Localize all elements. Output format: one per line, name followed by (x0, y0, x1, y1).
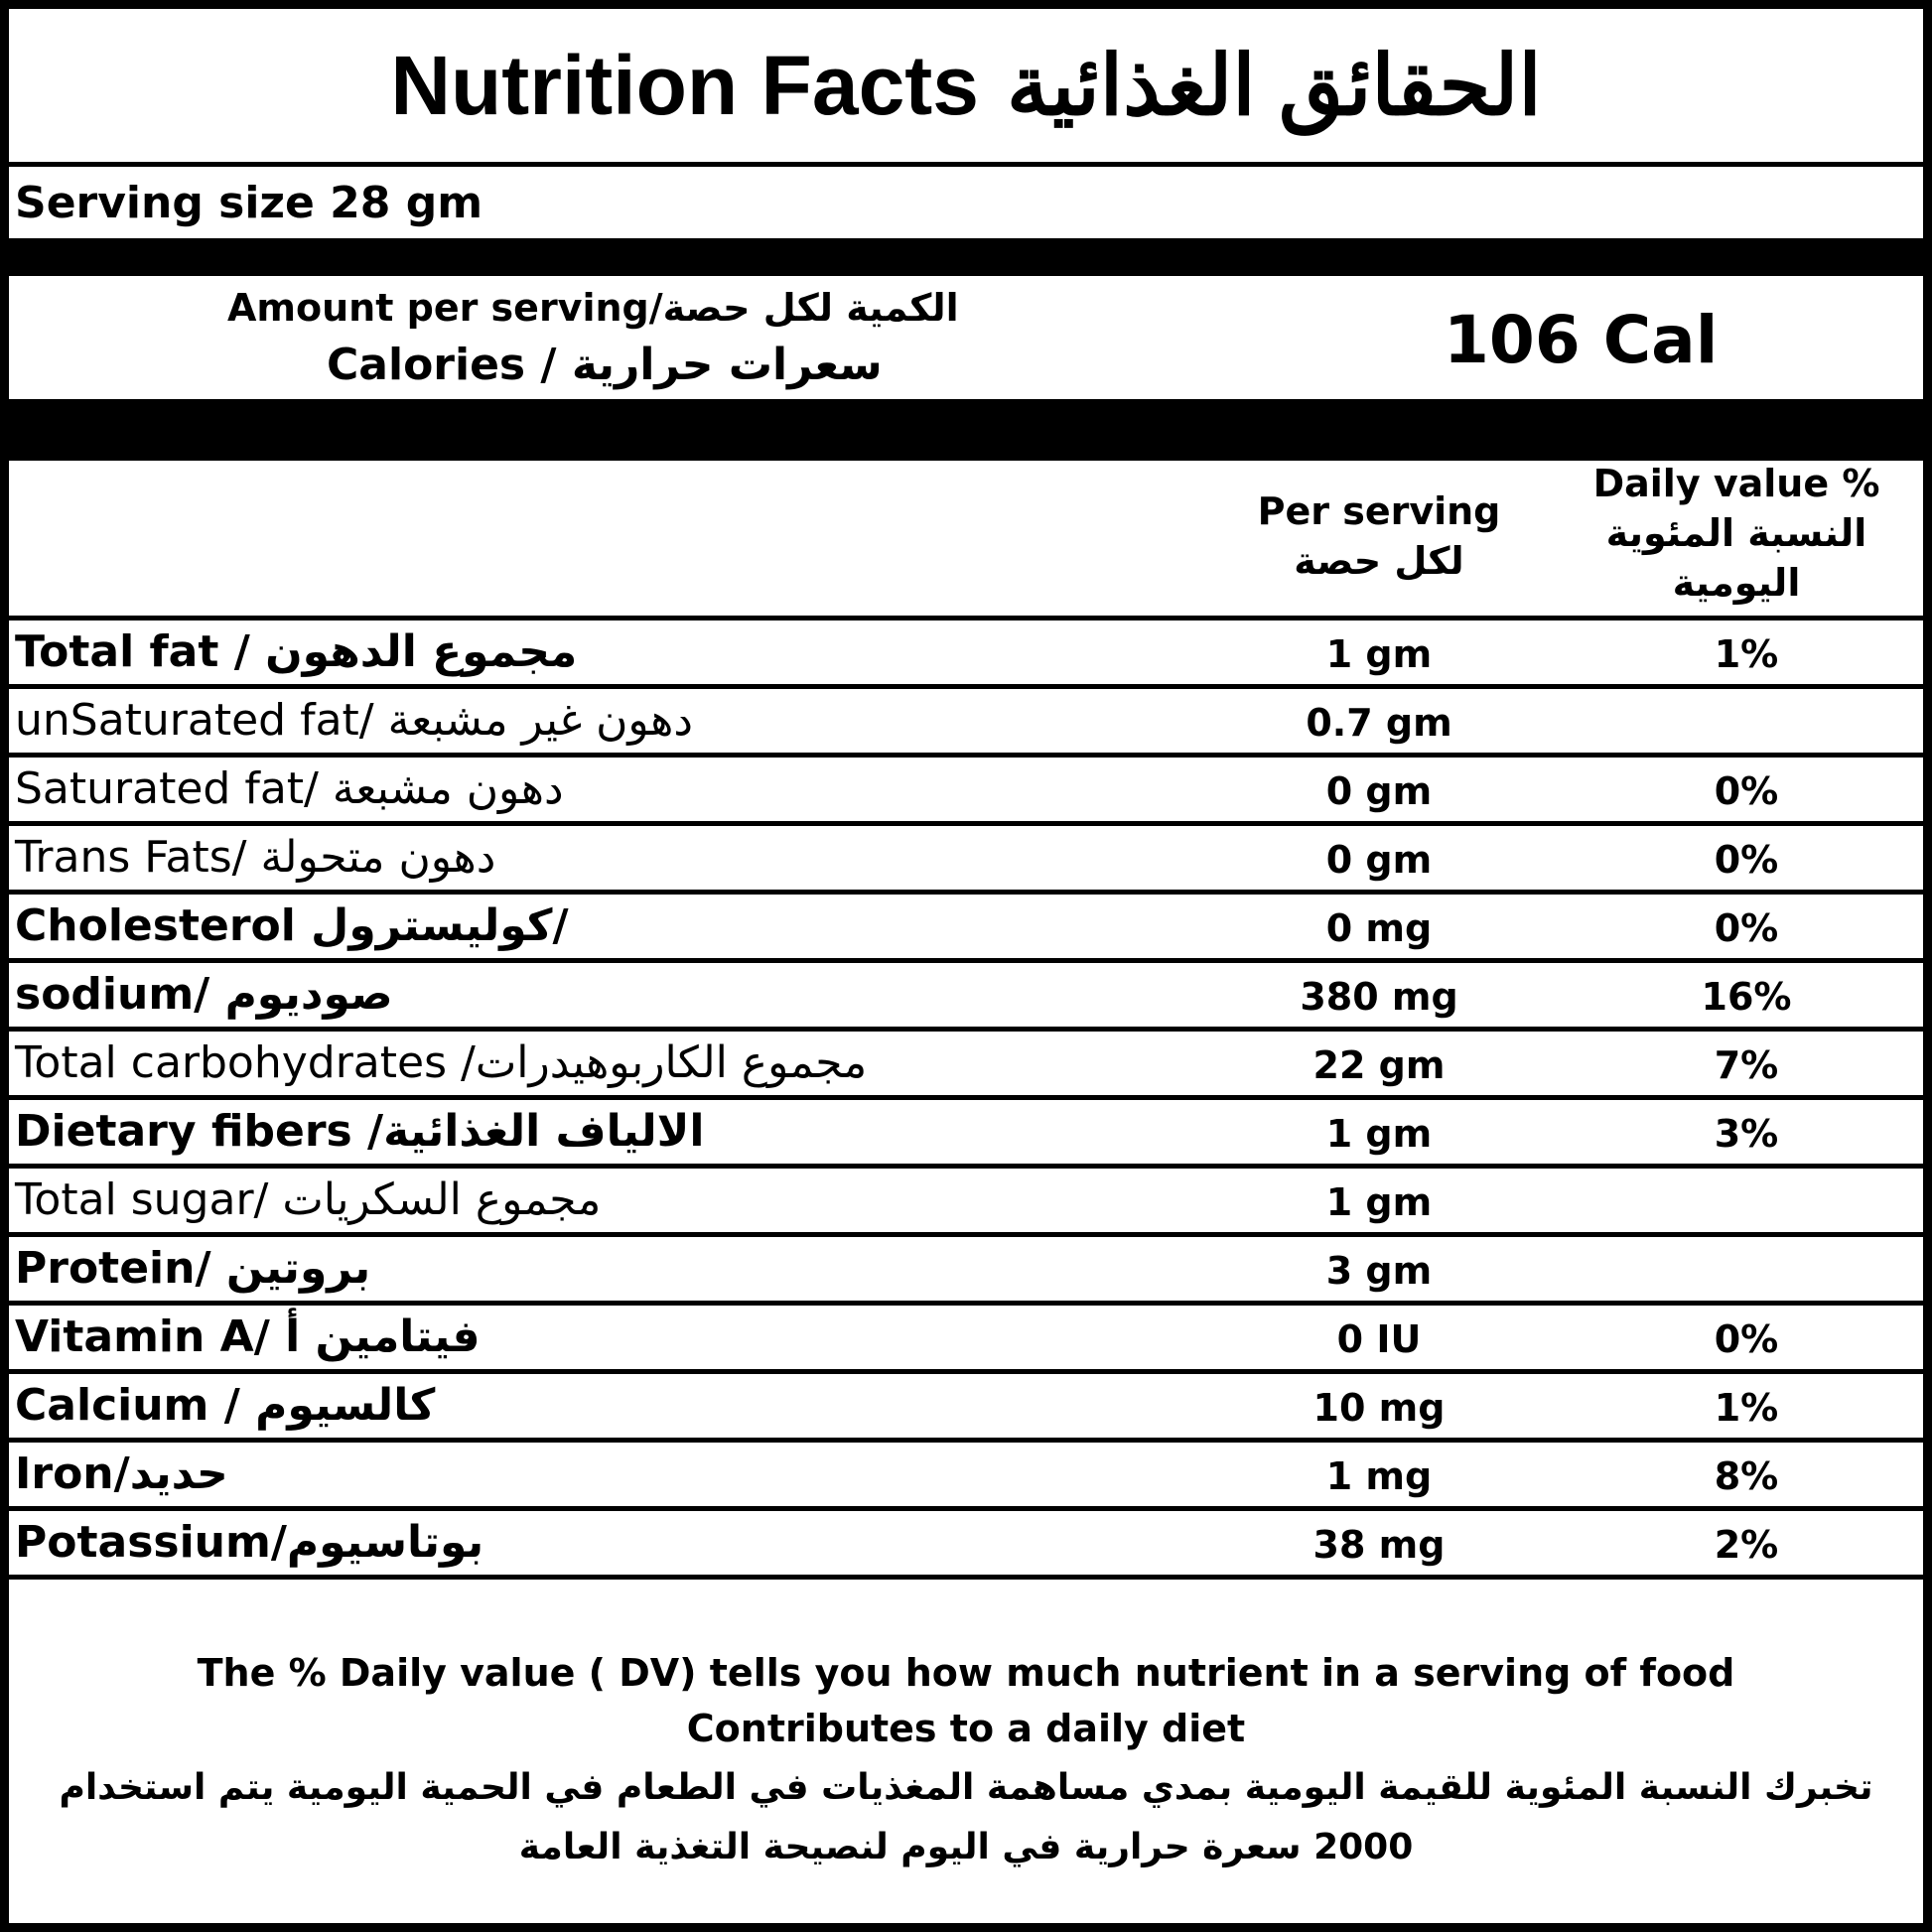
table-row (9, 1169, 1923, 1237)
nutrient-name: Protein/ بروتين (15, 1243, 371, 1294)
table-row (9, 963, 1923, 1032)
per-serving-header (1230, 486, 1528, 586)
calories-label: Calories / سعرات حرارية (327, 340, 883, 390)
title-arabic: الحقائق الغذائية (1007, 39, 1542, 132)
daily-value-header-en: Daily value % (1592, 462, 1880, 505)
nutrient-name: Dietary fibers /الالياف الغذائية (15, 1106, 705, 1157)
footer-en-line2: Contributes to a daily diet (686, 1707, 1246, 1750)
daily-value-percent: 16% (1701, 975, 1792, 1019)
nutrient-name: Calcium / كالسيوم (15, 1380, 436, 1431)
per-serving-value: 0.7 gm (1306, 701, 1452, 745)
footer-en-line1: The % Daily value ( DV) tells you how much nutrient in a serving of food (197, 1651, 1735, 1695)
daily-value-percent: 7% (1714, 1043, 1779, 1087)
per-serving-value: 380 mg (1300, 975, 1458, 1019)
daily-value-percent: 1% (1714, 1386, 1779, 1430)
footer-note (9, 1645, 1923, 1875)
nutrient-name: Saturated fat/ دهون مشبعة (15, 763, 564, 814)
nutrient-name: Cholesterol كوليسترول/ (15, 900, 569, 951)
nutrient-name: unSaturated fat/ دهون غير مشبعة (15, 695, 693, 746)
calories-value: 106 Cal (1444, 302, 1719, 378)
table-row (9, 1306, 1923, 1374)
nutrient-name: Total carbohydrates /مجموع الكاربوهيدرات (15, 1037, 868, 1088)
daily-value-percent: 0% (1714, 838, 1779, 882)
nutrient-name: Total fat / مجموع الدهون (15, 626, 578, 677)
table-row (9, 1237, 1923, 1306)
daily-value-percent: 0% (1714, 1317, 1779, 1361)
daily-value-percent: 2% (1714, 1523, 1779, 1567)
column-header-row (9, 461, 1923, 621)
daily-value-header (1558, 459, 1915, 608)
per-serving-value: 1 gm (1325, 632, 1433, 676)
footer-ar-line1: تخبرك النسبة المئوية للقيمة اليومية بمدي مساهمة المغذيات في الطعام في الحمية اليومية يتم استخدام (59, 1767, 1873, 1808)
per-serving-value: 1 gm (1325, 1112, 1433, 1156)
nutrient-name: Potassium/بوتاسيوم (15, 1517, 484, 1568)
nutrient-table (9, 621, 1923, 1580)
per-serving-value: 1 mg (1325, 1454, 1433, 1498)
per-serving-value: 0 mg (1325, 906, 1433, 950)
nutrient-name: Total sugar/ مجموع السكريات (15, 1174, 602, 1225)
per-serving-value: 10 mg (1312, 1386, 1446, 1430)
daily-value-percent: 8% (1714, 1454, 1779, 1498)
daily-value-percent: 3% (1714, 1112, 1779, 1156)
daily-value-header-ar: النسبة المئوية اليومية (1605, 511, 1867, 605)
title-english: Nutrition Facts (390, 38, 979, 132)
daily-value-percent: 1% (1714, 632, 1779, 676)
per-serving-value: 22 gm (1312, 1043, 1446, 1087)
table-row (9, 1443, 1923, 1511)
thick-divider (9, 399, 1923, 461)
daily-value-percent: 0% (1714, 769, 1779, 813)
table-row (9, 1032, 1923, 1100)
table-row (9, 1100, 1923, 1169)
thick-divider (9, 238, 1923, 276)
serving-size: Serving size 28 gm (15, 177, 483, 228)
amount-per-serving-label: Amount per serving/الكمية لكل حصة (227, 286, 959, 330)
footer-ar-line2: 2000 سعرة حرارية في اليوم لنصيحة التغذية العامة (518, 1827, 1414, 1867)
daily-value-percent: 0% (1714, 906, 1779, 950)
per-serving-header-en: Per serving (1257, 489, 1501, 533)
nutrient-name: Iron/حديد (15, 1449, 228, 1499)
per-serving-value: 0 gm (1325, 838, 1433, 882)
per-serving-value: 0 gm (1325, 769, 1433, 813)
table-row (9, 1374, 1923, 1443)
table-row (9, 826, 1923, 895)
table-row (9, 1511, 1923, 1580)
table-row (9, 621, 1923, 689)
table-row (9, 895, 1923, 963)
nutrient-name: sodium/ صوديوم (15, 969, 393, 1020)
per-serving-value: 1 gm (1325, 1180, 1433, 1224)
page-title (9, 9, 1923, 167)
table-row (9, 689, 1923, 758)
per-serving-value: 0 IU (1336, 1317, 1422, 1361)
per-serving-header-ar: لكل حصة (1294, 539, 1464, 583)
per-serving-value: 3 gm (1325, 1249, 1433, 1293)
per-serving-value: 38 mg (1312, 1523, 1446, 1567)
nutrient-name: Vitamin A/ فيتامين أ (15, 1311, 481, 1362)
nutrient-name: Trans Fats/ دهون متحولة (15, 832, 496, 883)
calories-section (9, 276, 1923, 399)
table-row (9, 758, 1923, 826)
